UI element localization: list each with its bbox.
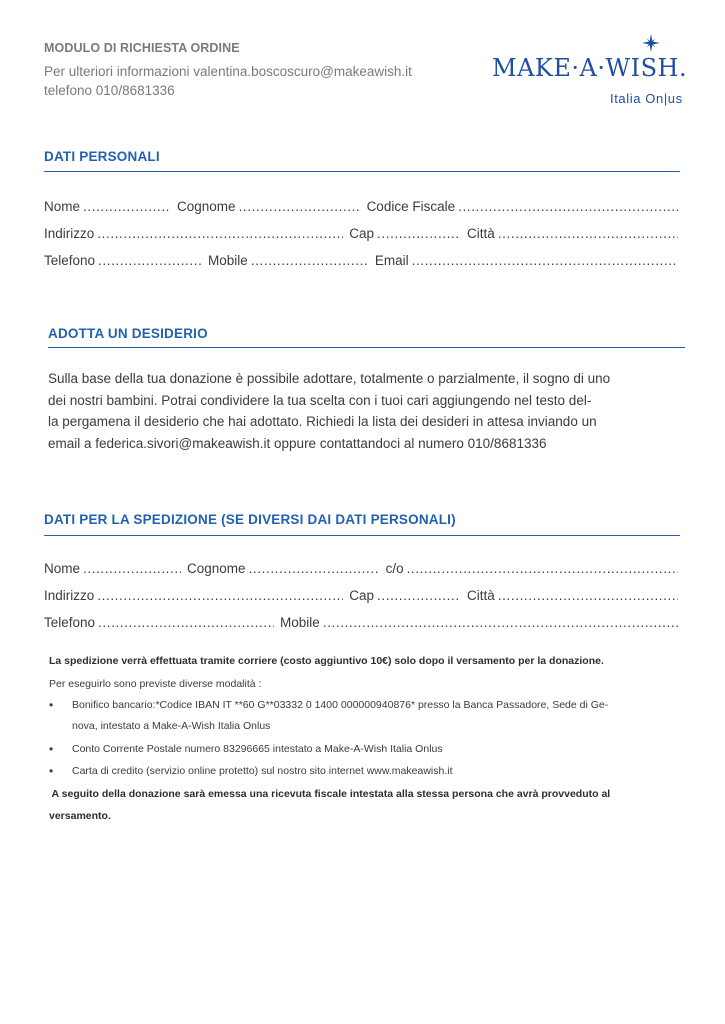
make-a-wish-logo [488, 34, 693, 114]
nome-label: Nome [44, 561, 81, 576]
cognome-label: Cognome [177, 199, 236, 214]
bonifico-line: Bonifico bancario:*Codice IBAN IT **60 G**03332 0 1400 000000940876* presso la Banca Passadore, Sede di Ge- [72, 699, 609, 711]
list-item [49, 695, 669, 739]
indirizzo-label: Indirizzo [44, 226, 95, 241]
shipping-co-field[interactable] [407, 561, 678, 576]
adotta-paragraph [48, 368, 678, 454]
co-label: c/o [385, 561, 404, 576]
shipping-mobile-field[interactable] [323, 615, 678, 630]
nome-field[interactable] [83, 199, 171, 214]
conto-postale-text: Conto Corrente Postale numero 83296665 intestato a Make-A-Wish Italia Onlus [72, 743, 443, 755]
logo-wordmark: MAKE·A·WISH. [492, 54, 688, 82]
info-email-line: Per ulteriori informazioni valentina.boscoscuro@makeawish.it [44, 64, 412, 79]
telefono-field[interactable] [98, 253, 202, 268]
shipping-cognome-field[interactable] [249, 561, 380, 576]
carta-credito-text: Carta di credito (servizio online protetto) sul nostro sito internet www.makeawish.it [72, 765, 453, 777]
shipping-row-2 [44, 588, 678, 603]
receipt-note [49, 783, 669, 827]
cap-field[interactable] [377, 226, 461, 241]
cognome-field[interactable] [239, 199, 361, 214]
paragraph-line: email a federica.sivori@makeawish.it oppure contattandoci al numero 010/8681336 [48, 435, 547, 451]
telefono-label: Telefono [44, 253, 96, 268]
bullet-icon: • [49, 742, 54, 756]
section-title-adotta: ADOTTA UN DESIDERIO [48, 326, 208, 341]
cognome-label: Cognome [187, 561, 246, 576]
mobile-label: Mobile [280, 615, 320, 630]
info-phone-line: telefono 010/8681336 [44, 83, 175, 98]
personal-row-3 [44, 253, 678, 268]
bonifico-line: nova, intestato a Make-A-Wish Italia Onlus [72, 720, 271, 732]
personal-row-1 [44, 199, 678, 214]
citta-field[interactable] [498, 226, 678, 241]
cap-label: Cap [349, 226, 375, 241]
payment-modes-intro: Per eseguirlo sono previste diverse modalità : [49, 678, 262, 690]
nome-label: Nome [44, 199, 81, 214]
section-divider [44, 171, 680, 172]
cap-label: Cap [349, 588, 375, 603]
bullet-icon: • [49, 698, 54, 712]
paragraph-line: Sulla base della tua donazione è possibile adottare, totalmente o parzialmente, il sogno di uno [48, 371, 611, 386]
section-title-dati-personali: DATI PERSONALI [44, 149, 160, 164]
email-field[interactable] [412, 253, 678, 268]
personal-row-2 [44, 226, 678, 241]
shipping-citta-field[interactable] [498, 588, 678, 603]
indirizzo-label: Indirizzo [44, 588, 95, 603]
receipt-line: versamento. [49, 810, 111, 822]
shipping-note: La spedizione verrà effettuata tramite corriere (costo aggiuntivo 10€) solo dopo il versamento per la donazione. [49, 655, 604, 667]
section-divider [48, 347, 685, 348]
paragraph-line: la pergamena il desiderio che hai adottato. Richiedi la lista dei desideri in attesa inviando un [48, 414, 597, 429]
bullet-icon: • [49, 764, 54, 778]
telefono-label: Telefono [44, 615, 96, 630]
indirizzo-field[interactable] [97, 226, 343, 241]
shipping-telefono-field[interactable] [98, 615, 274, 630]
receipt-line: A seguito della donazione sarà emessa una ricevuta fiscale intestata alla stessa persona che avrà provveduto al [49, 788, 611, 800]
form-title: MODULO DI RICHIESTA ORDINE [44, 41, 240, 55]
codice-fiscale-label: Codice Fiscale [366, 199, 456, 214]
list-item [49, 761, 669, 783]
star-icon [642, 34, 660, 52]
shipping-nome-field[interactable] [83, 561, 181, 576]
shipping-indirizzo-field[interactable] [97, 588, 343, 603]
citta-label: Città [467, 588, 495, 603]
paragraph-line: dei nostri bambini. Potrai condividere la tua scelta con i tuoi cari aggiungendo nel testo del- [48, 392, 592, 408]
email-label: Email [374, 253, 409, 268]
shipping-row-3 [44, 615, 678, 630]
mobile-field[interactable] [251, 253, 369, 268]
mobile-label: Mobile [208, 253, 248, 268]
citta-label: Città [467, 226, 495, 241]
shipping-row-1 [44, 561, 678, 576]
shipping-cap-field[interactable] [377, 588, 461, 603]
bonifico-text [72, 695, 668, 737]
list-item [49, 739, 669, 761]
section-divider [44, 535, 680, 536]
codice-fiscale-field[interactable] [458, 199, 678, 214]
section-title-spedizione: DATI PER LA SPEDIZIONE (SE DIVERSI DAI DATI PERSONALI) [44, 512, 456, 527]
logo-subtitle: Italia On|us [610, 91, 683, 106]
